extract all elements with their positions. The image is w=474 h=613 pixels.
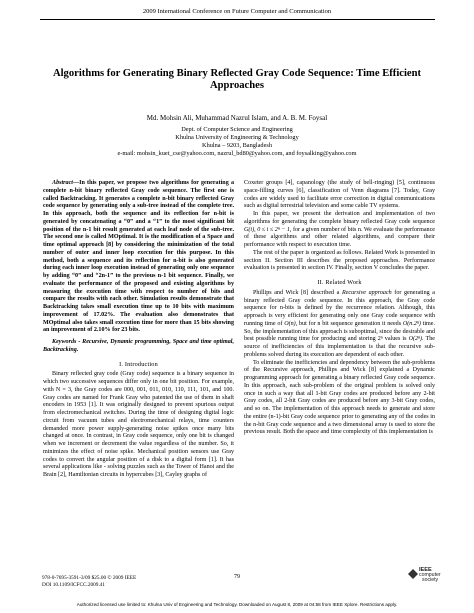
keywords-label: Keywords	[52, 339, 77, 345]
right-column	[244, 180, 435, 437]
right-p4-text-c: , but for n bit sequence generation it needs	[295, 320, 403, 327]
affiliation-univ: Khulna University of Engineering & Technology	[175, 134, 299, 141]
equation-o-n-2n: O(n.2ⁿ)	[402, 320, 421, 327]
keywords	[43, 339, 234, 355]
right-p4-text-e: . The source of inefficiencies of this implementation is that the recursive sub-problems solved during its execution are dependent of each other.	[244, 336, 435, 358]
right-p2-text-a: In this paper, we present the derivation and implementation of two algorithms for generating the complete binary reflected Gray code sequence	[244, 211, 435, 225]
right-p4-text-b: for generating a binary reflected Gray code sequence. In this approach, the Gray code sequence for n-bits is defined by the recurrence relation. Although, this approach is very efficient for generating only one Gray code sequence with running time of	[244, 289, 435, 327]
logo-text-computer: computer	[419, 572, 441, 578]
abstract-text: —In this paper, we propose two algorithms for generating a complete n-bit binary reflected Gray code sequence. The first one is called Backtracking. It generates a complete n-bit binary reflected Gray code sequence by generating only a sub-tree instead of the complete tree. In this approach, both the sequence and its reflection for n-bit is generated by concatenating a “0” and a “1” to the most significant bit position of the n-1 bit result generated at each leaf node of the sub-tree. The second one is called MOptimal. It is the modification of a Space and time optimal approach [8] by considering the minimization of the total number of outer and inner loop execution for this purpose. In this method, both a sequence and its reflection for n-bit is also generated during each inner loop execution instead of generating only one sequence by adding “0” and “2n-1” to the previous n-1 bit sequence. Finally, we evaluate the performance of the proposed and existing algorithms by measuring the execution time with respect to number of bits and compare the results with each other. Simulation results demonstrate that Backtracking takes small execution time up to 10 bits with maximum improvement of 17.02%. The evaluation also demonstrates that MOptimal also takes small execution time for more than 15 bits showing an improvement of 2.10% for 23 bits.	[43, 180, 234, 334]
affiliation-city: Khulna – 9203, Bangladesh	[202, 142, 272, 149]
logo-text-society: society	[422, 577, 439, 583]
right-p4-text-a: Phillips and Wick [8] described a	[253, 289, 342, 296]
right-p2-text-b: , for a given number of bits n. We evaluate the performance of these algorithms and other related algorithms, and compare their performance with respect to execution time.	[244, 226, 435, 248]
intro-paragraph: Binary reflected gray code (Gray code) sequence is a binary sequence in which two successive sequences differ only in one bit position. For example, with N = 3, the Gray codes are 000, 001, 011, 010, 110, 111, 101, and 100. Gray codes are named for Frank Gray who patented the use of them in shaft encoders in 1953 [1]. It was originally designed to prevent spurious output from electromechanical switches. During the time of designing digital logic circuit from vacuum tubes and electromechanical relays, time counters demanded more power supply-generating noise spikes once many bits changed at once. In contrast, in Gray code sequence, only one bit is changed when we increment or decrement the value regardless of the number. So, it minimizes the effect of noise spike. Mechanical position sensors use Gray codes to convert the angular position of a disk to a digital form [1]. It has several applications like - solving puzzles such as the Tower of Hanoi and the Brain [2], Hamiltonian circuits in hypercubes [3], Cayley graphs of	[43, 371, 234, 478]
equation-gray-range: G(i), 0 ≤ i ≤ 2ⁿ − 1	[244, 226, 290, 233]
affiliation	[0, 126, 474, 158]
section-heading-introduction: I. Introduction	[119, 360, 158, 368]
right-paragraph-1: Coxeter groups [4], capanology (the study of bell-ringing) [5], continuous space-filling curves [6], classification of Venn diagrams [7]. Today, Gray codes are widely used to facilitate error correction in digital communications such as digital terrestrial television and some cable TV systems.	[244, 180, 435, 210]
logo-text-ieee: IEEE	[419, 567, 432, 573]
affiliation-dept: Dept. of Computer Science and Engineering	[181, 126, 293, 133]
ieee-logo-icon	[408, 569, 418, 579]
affiliation-email: e-mail: mohsin_kuet_cse@yahoo.com, nazrul_bd80@yahoo.com, and foysalking@yahoo.com	[117, 150, 357, 157]
left-column	[43, 180, 234, 480]
abstract	[43, 180, 234, 335]
footer-isbn: 978-0-7695-3591-3/09 $25.00 © 2009 IEEE	[42, 575, 137, 581]
right-p4-text-d: time. So, the implementation of this approach is suboptimal, since the desirable and best possible running time for producing and storing 2ⁿ values is	[244, 320, 435, 343]
authors: Md. Mohsin Ali, Muhammad Nazrul Islam, and A. B. M. Foysal	[146, 114, 328, 122]
abstract-label: Abstract	[52, 180, 73, 186]
equation-o-n: O(n)	[284, 320, 296, 327]
authorized-use-notice: Authorized licensed use limited to: Khulna Univ of Engineering and Technology. Downloaded on August 8, 2009 at 04:58 from IEEE Xplore. Restrictions apply.	[76, 602, 398, 607]
section-heading-related-work: II. Related Work	[317, 279, 362, 286]
recursive-approach-emphasis: Recursive approach	[341, 289, 392, 296]
equation-o-2n: O(2ⁿ)	[408, 336, 423, 343]
paper-title: Algorithms for Generating Binary Reflected Gray Code Sequence: Time Efficient Approaches	[52, 68, 422, 91]
right-paragraph-5: To eliminate the inefficiencies and dependency between the sub-problems of the Recursive approach, Phillips and Wick [8] explained a Dynamic programming approach for generating a binary reflected Gray code sequence. In this approach, each sub-problem of the original problem is solved only once in such a way that all 1-bit Gray codes are produced before any 2-bit Gray codes, all 2-bit Gray codes are produced before any 3-bit Gray codes, and so on. The implementation of this approach needs to generate and store the entire (n-1)-bit Gray code sequence prior to generating any of the codes in the n-bit Gray code sequence and a two dimensional array is used to store the previous result. Both the space and time complexity of this implementation is	[244, 359, 435, 436]
right-paragraph-2	[244, 211, 435, 250]
footer-doi: DOI 10.1109/ICFCC.2009.41	[42, 581, 106, 588]
conference-header: 2009 International Conference on Future Computer and Communication	[142, 8, 332, 15]
right-paragraph-4	[244, 290, 435, 360]
keywords-text: - Recursive, Dynamic programming, Space and time optimal, Backtracking.	[43, 339, 234, 353]
ieee-computer-society-logo	[408, 568, 442, 590]
header-rule	[40, 19, 435, 20]
right-paragraph-3: The rest of the paper is organized as follows. Related Work is presented in section II. Section III describes the proposed approaches. Performance evaluation is presented in section IV. Finally, section V concludes the paper.	[244, 249, 435, 272]
page-number: 79	[234, 574, 240, 580]
